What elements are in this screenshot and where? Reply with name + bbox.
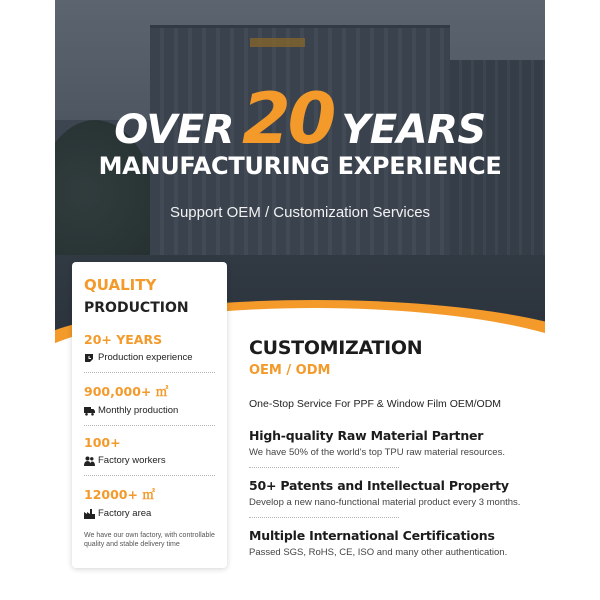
stat-item xyxy=(84,485,215,519)
stat-item xyxy=(84,332,215,363)
poster xyxy=(55,0,545,600)
stat-label: Factory area xyxy=(98,508,152,519)
divider xyxy=(84,475,215,476)
feature-item xyxy=(249,528,539,558)
card-note: We have our own factory, with controllable quality and stable delivery time xyxy=(84,532,215,548)
card-title-accent: QUALITY xyxy=(84,276,157,294)
headline-years: YEARS xyxy=(341,107,486,153)
card-title-main: PRODUCTION xyxy=(84,300,189,316)
truck-icon xyxy=(84,406,94,416)
feature-title: High-quality Raw Material Partner xyxy=(249,428,484,443)
divider xyxy=(84,425,215,426)
stat-value: 12000+ ㎡ xyxy=(84,487,155,502)
feature-desc: We have 50% of the world's top TPU raw material resources. xyxy=(249,447,505,458)
quality-production-card xyxy=(72,262,227,568)
feature-item xyxy=(249,478,539,518)
customization-title: CUSTOMIZATION xyxy=(249,337,423,359)
clock-icon xyxy=(84,353,94,363)
stat-label: Production experience xyxy=(98,352,193,363)
divider xyxy=(249,467,399,468)
hero-headline xyxy=(55,78,545,160)
divider xyxy=(249,517,399,518)
factory-icon xyxy=(84,509,94,519)
stat-value: 20+ YEARS xyxy=(84,332,163,347)
hero-service-text: Support OEM / Customization Services xyxy=(169,204,431,221)
stat-value: 900,000+ ㎡ xyxy=(84,384,169,399)
headline-over: OVER xyxy=(114,107,234,153)
stat-label: Monthly production xyxy=(98,405,179,416)
headline-number: 20 xyxy=(241,78,334,160)
feature-title: 50+ Patents and Intellectual Property xyxy=(249,478,509,493)
divider xyxy=(84,372,215,373)
feature-title: Multiple International Certifications xyxy=(249,528,495,543)
stat-item xyxy=(84,382,215,416)
customization-subtitle: OEM / ODM xyxy=(249,363,331,378)
feature-item xyxy=(249,428,539,468)
stat-item xyxy=(84,435,215,466)
stat-value: 100+ xyxy=(84,435,121,450)
hero-subtitle: MANUFACTURING EXPERIENCE xyxy=(98,152,502,180)
one-stop-text: One-Stop Service For PPF & Window Film OEM/ODM xyxy=(249,398,502,410)
customization-section xyxy=(249,337,539,558)
feature-desc: Develop a new nano-functional material product every 3 months. xyxy=(249,497,521,508)
people-icon xyxy=(84,456,94,466)
feature-desc: Passed SGS, RoHS, CE, ISO and many other authentication. xyxy=(249,547,508,558)
stat-label: Factory workers xyxy=(98,455,166,466)
